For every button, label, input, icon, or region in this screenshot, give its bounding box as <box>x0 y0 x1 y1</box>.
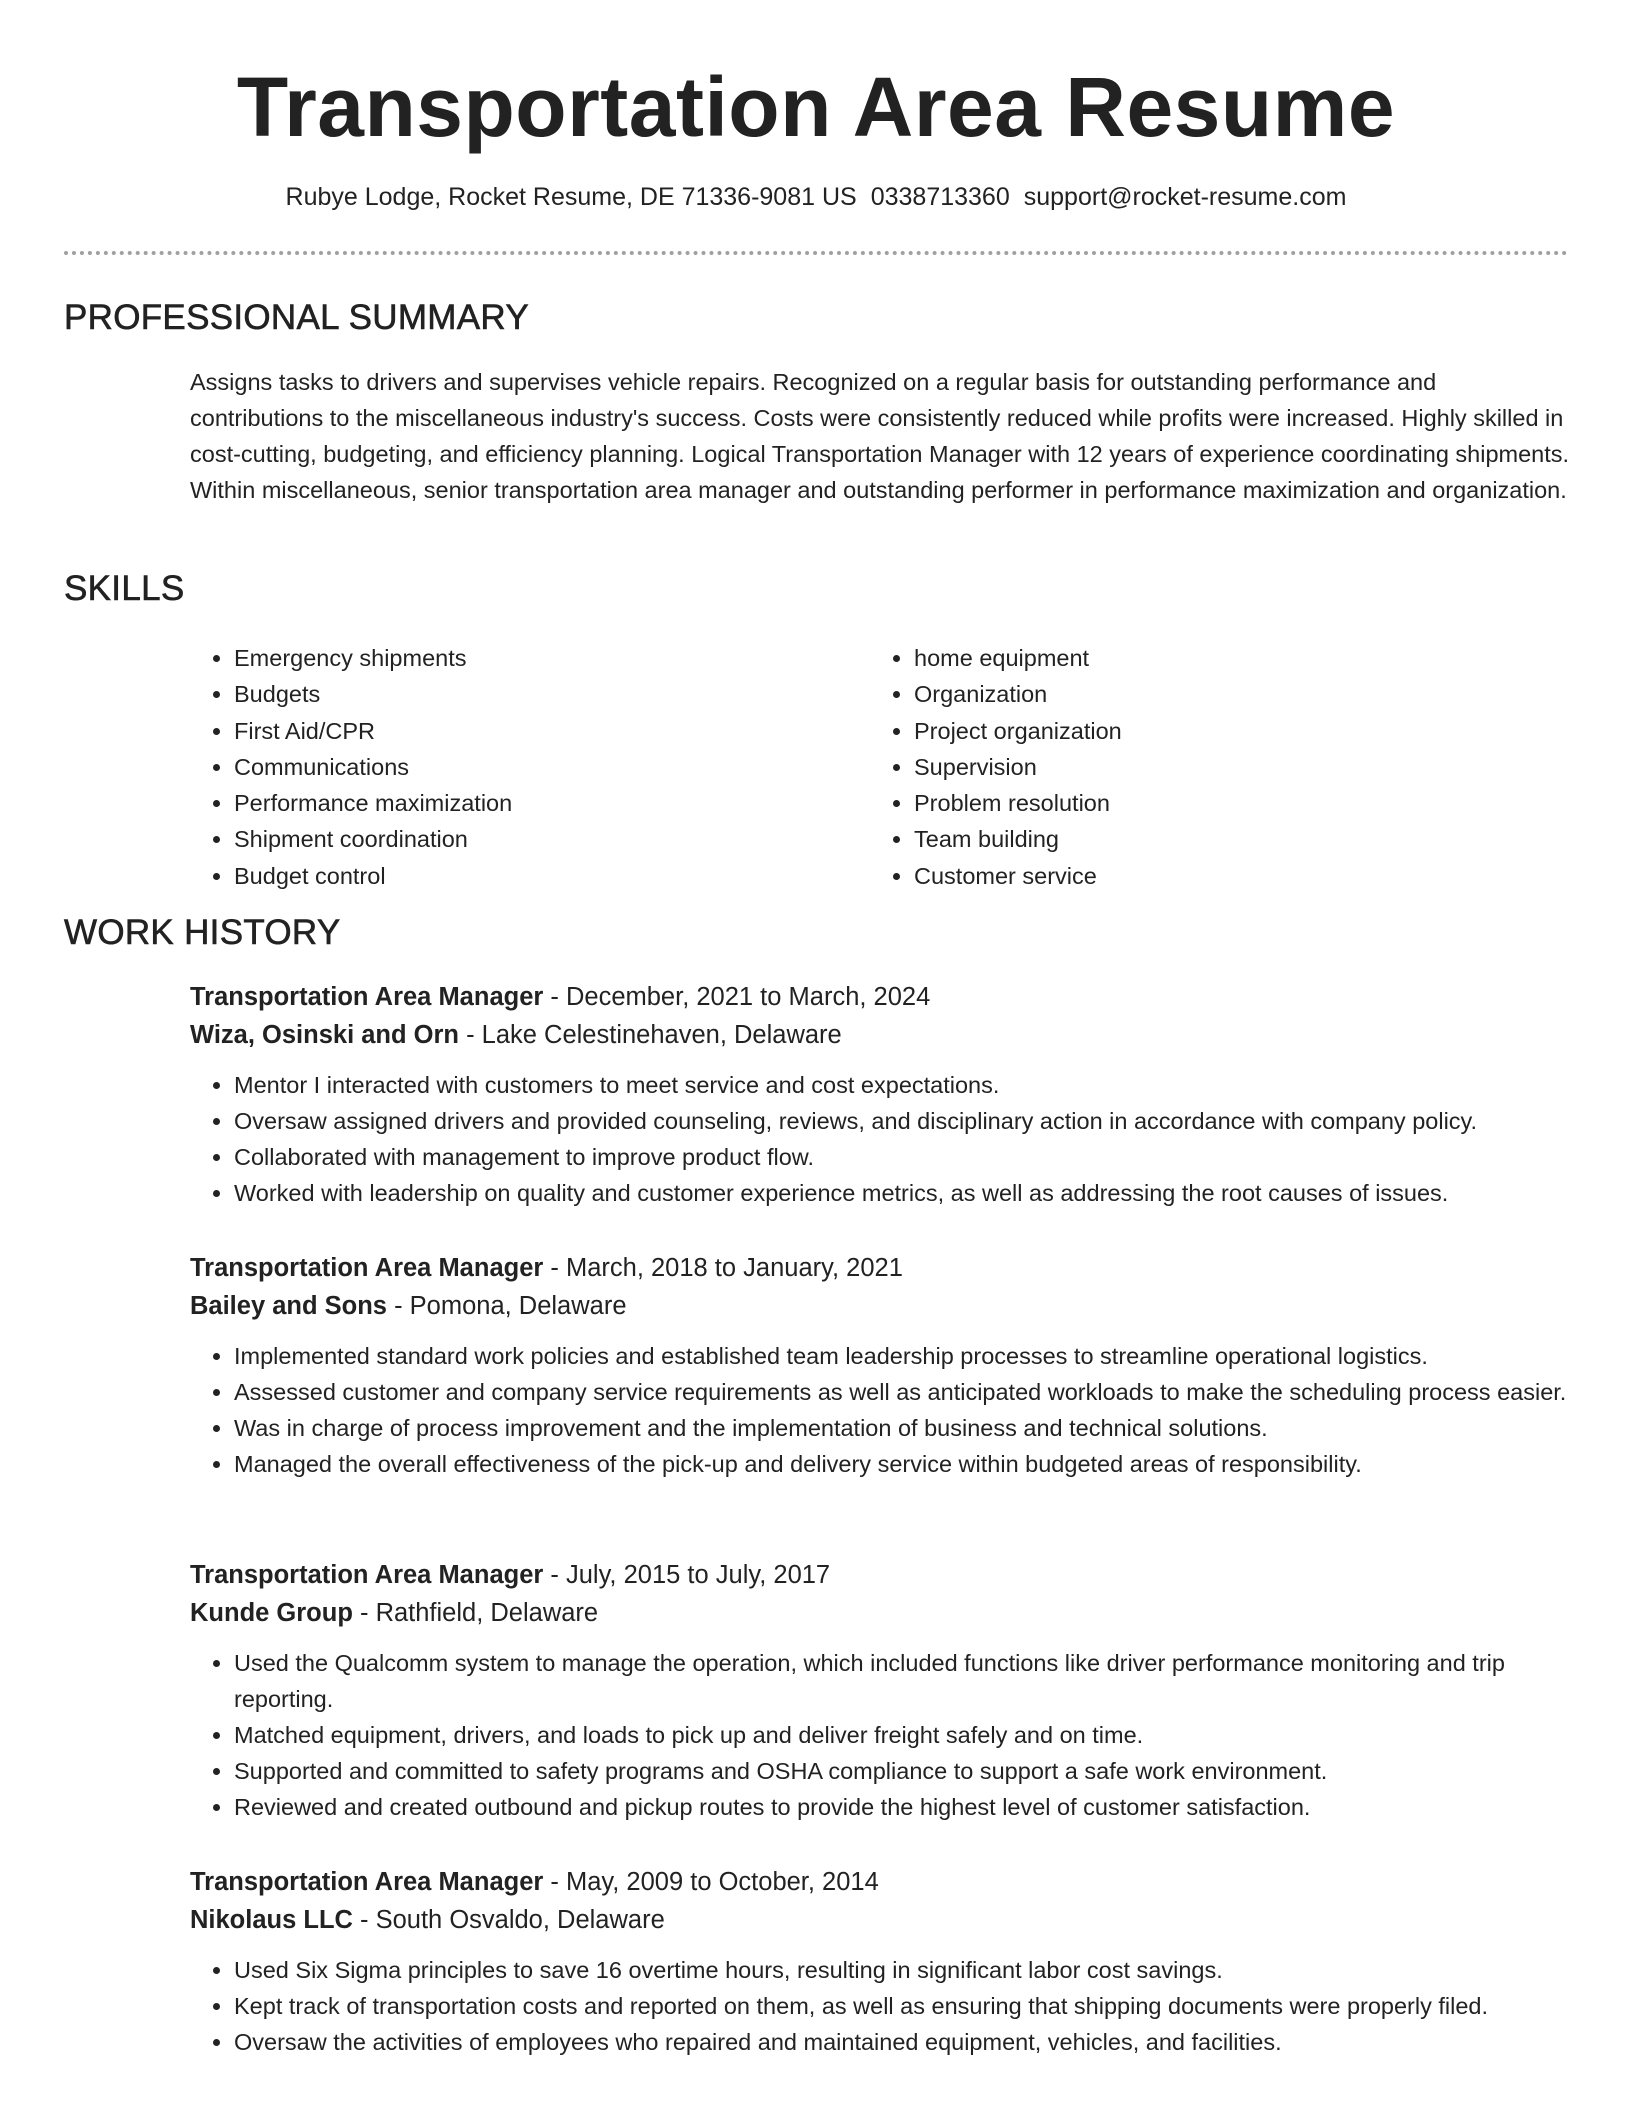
job-bullet: • Collaborated with management to improve product flow. <box>234 1139 1570 1175</box>
job-entry <box>190 1249 1570 1482</box>
contact-line <box>0 180 1632 214</box>
job-employer <box>190 1594 1570 1632</box>
skill-item: • Emergency shipments <box>234 640 870 676</box>
job-location: - Rathfield, Delaware <box>352 1599 599 1627</box>
job-company: Wiza, Osinski and Orn <box>190 1021 459 1049</box>
job-company: Nikolaus LLC <box>190 1906 353 1934</box>
job-header <box>190 978 1570 1016</box>
contact-address: Rubye Lodge, Rocket Resume, DE 71336-9081 US <box>285 183 857 211</box>
header-divider <box>64 251 1568 255</box>
job-company: Kunde Group <box>190 1599 353 1627</box>
job-employer <box>190 1287 1570 1325</box>
skill-item: • Team building <box>914 821 1550 857</box>
job-entry <box>190 978 1570 1211</box>
skill-item: • Shipment coordination <box>234 821 870 857</box>
job-bullet: • Worked with leadership on quality and customer experience metrics, as well as addressing the root causes of issues. <box>234 1175 1570 1211</box>
job-bullets <box>190 1645 1570 1825</box>
skill-item: • First Aid/CPR <box>234 713 870 749</box>
skills-column-left <box>190 640 870 894</box>
job-bullet: • Used Six Sigma principles to save 16 overtime hours, resulting in significant labor cost savings. <box>234 1952 1570 1988</box>
job-title: Transportation Area Manager <box>190 1561 544 1589</box>
job-bullets <box>190 1952 1570 2060</box>
job-bullet: • Oversaw the activities of employees who repaired and maintained equipment, vehicles, and facilities. <box>234 2024 1570 2060</box>
job-dates: - May, 2009 to October, 2014 <box>543 1868 879 1896</box>
job-entry <box>190 1863 1570 2060</box>
job-dates: - July, 2015 to July, 2017 <box>543 1561 831 1589</box>
job-title: Transportation Area Manager <box>190 1254 544 1282</box>
job-header <box>190 1556 1570 1594</box>
job-bullet: • Assessed customer and company service requirements as well as anticipated workloads to make the scheduling process easier. <box>234 1374 1570 1410</box>
job-bullets <box>190 1067 1570 1211</box>
job-bullet: • Supported and committed to safety programs and OSHA compliance to support a safe work environment. <box>234 1753 1570 1789</box>
skills-heading: SKILLS <box>64 569 185 608</box>
summary-text: Assigns tasks to drivers and supervises vehicle repairs. Recognized on a regular basis for outstanding performance and contributions to the miscellaneous industry's success. Costs were consistently reduced while profits were increased. Highly skilled in cost-cutting, budgeting, and efficiency planning. Logical Transportation Manager with 12 years of experience coordinating shipments. Within miscellaneous, senior transportation area manager and outstanding performer in performance maximization and organization. <box>190 369 1570 503</box>
job-bullet: • Matched equipment, drivers, and loads to pick up and deliver freight safely and on time. <box>234 1717 1570 1753</box>
skill-item: • Budgets <box>234 676 870 712</box>
job-dates: - December, 2021 to March, 2024 <box>543 983 931 1011</box>
skill-item: • home equipment <box>914 640 1550 676</box>
skill-item: • Project organization <box>914 713 1550 749</box>
job-bullet: • Kept track of transportation costs and reported on them, as well as ensuring that shipping documents were properly filed. <box>234 1988 1570 2024</box>
job-header <box>190 1249 1570 1287</box>
job-title: Transportation Area Manager <box>190 983 544 1011</box>
skill-item: • Budget control <box>234 858 870 894</box>
skills-list <box>190 640 1570 894</box>
job-location: - Pomona, Delaware <box>386 1292 627 1320</box>
skill-item: • Communications <box>234 749 870 785</box>
job-location: - South Osvaldo, Delaware <box>352 1906 665 1934</box>
job-employer <box>190 1901 1570 1939</box>
job-bullet: • Used the Qualcomm system to manage the operation, which included functions like driver performance monitoring and trip reporting. <box>234 1645 1570 1717</box>
skill-item: • Organization <box>914 676 1550 712</box>
job-bullet: • Reviewed and created outbound and pickup routes to provide the highest level of customer satisfaction. <box>234 1789 1570 1825</box>
job-bullet: • Was in charge of process improvement and the implementation of business and technical solutions. <box>234 1410 1570 1446</box>
job-dates: - March, 2018 to January, 2021 <box>543 1254 903 1282</box>
contact-phone: 0338713360 <box>870 183 1010 211</box>
job-bullet: • Implemented standard work policies and established team leadership processes to streamline operational logistics. <box>234 1338 1570 1374</box>
skill-item: • Problem resolution <box>914 785 1550 821</box>
job-company: Bailey and Sons <box>190 1292 387 1320</box>
resume-title: Transportation Area Resume <box>236 60 1396 154</box>
job-header <box>190 1863 1570 1901</box>
skill-item: • Supervision <box>914 749 1550 785</box>
job-bullet: • Oversaw assigned drivers and provided counseling, reviews, and disciplinary action in accordance with company policy. <box>234 1103 1570 1139</box>
summary-heading: PROFESSIONAL SUMMARY <box>64 298 529 337</box>
job-bullet: • Managed the overall effectiveness of the pick-up and delivery service within budgeted areas of responsibility. <box>234 1446 1570 1482</box>
contact-email: support@rocket-resume.com <box>1023 183 1347 211</box>
job-bullet: • Mentor I interacted with customers to meet service and cost expectations. <box>234 1067 1570 1103</box>
job-entry <box>190 1556 1570 1825</box>
job-title: Transportation Area Manager <box>190 1868 544 1896</box>
job-employer <box>190 1016 1570 1054</box>
job-bullets <box>190 1338 1570 1482</box>
work-history-heading: WORK HISTORY <box>64 913 341 952</box>
skills-column-right <box>870 640 1550 894</box>
skill-item: • Customer service <box>914 858 1550 894</box>
skill-item: • Performance maximization <box>234 785 870 821</box>
job-location: - Lake Celestinehaven, Delaware <box>459 1021 842 1049</box>
